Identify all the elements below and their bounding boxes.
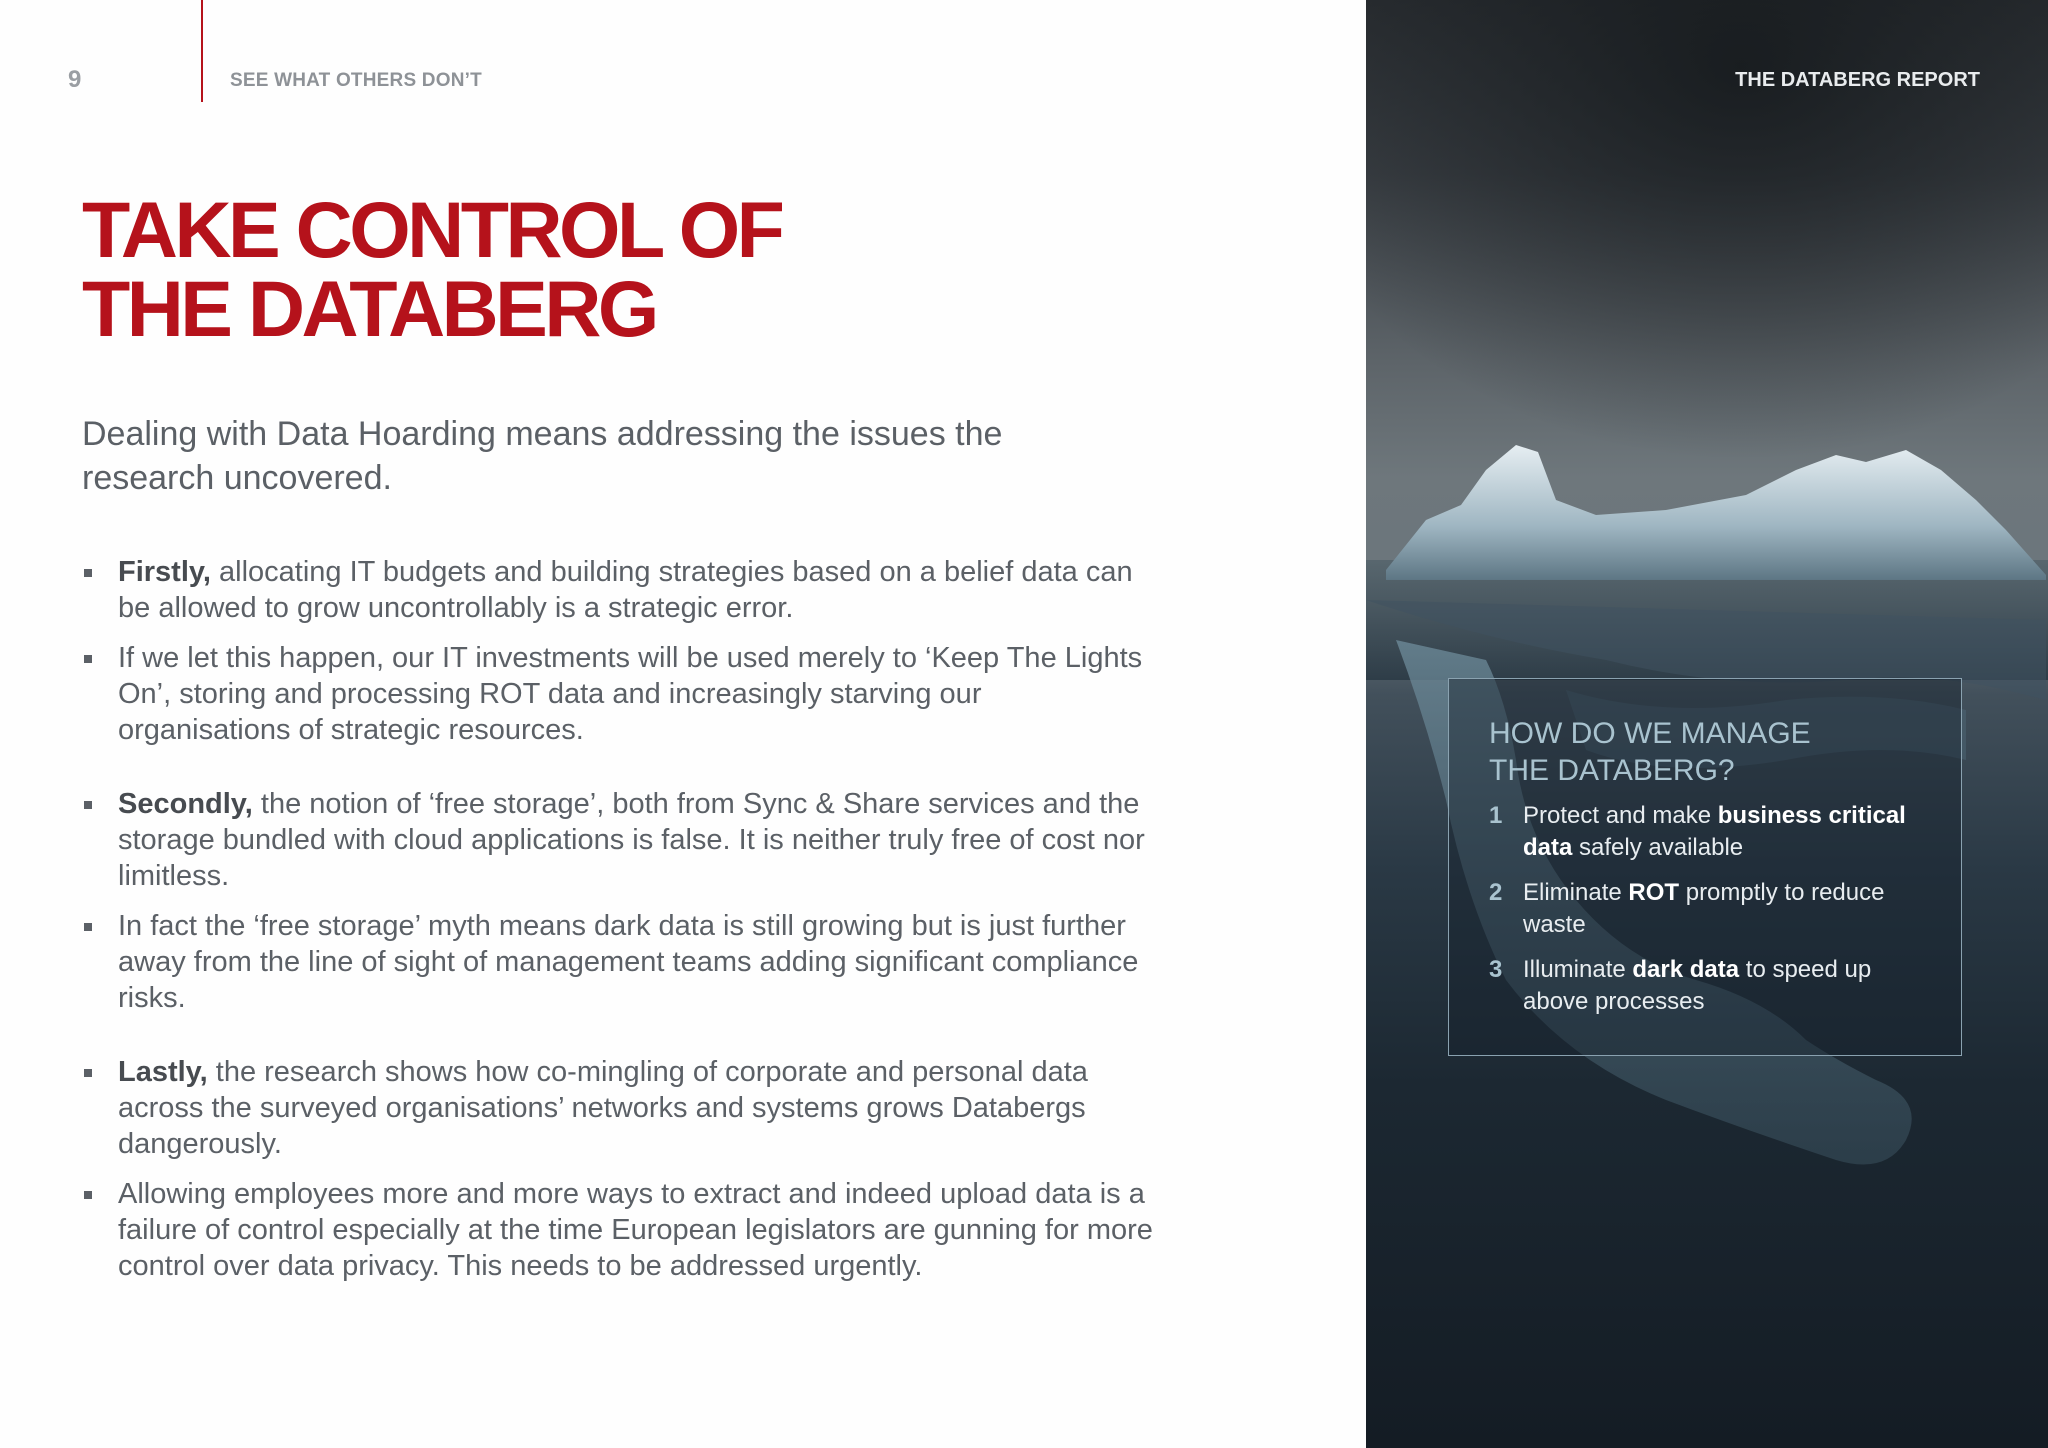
bullet-square-icon	[84, 569, 92, 577]
step-text-before: Eliminate	[1523, 879, 1629, 906]
bullet-list	[82, 554, 1162, 1284]
page-number: 9	[68, 66, 82, 93]
callout-title-line-2: THE DATABERG?	[1489, 754, 1735, 787]
step-number: 2	[1489, 879, 1503, 906]
step-text-after: to speed up above processes	[1523, 956, 1872, 1015]
callout-step	[1489, 954, 1929, 1018]
bullet-item	[82, 554, 1162, 626]
bullet-item	[82, 786, 1162, 894]
step-text-before: Illuminate	[1523, 956, 1633, 983]
bullet-lead: Lastly,	[118, 1056, 208, 1088]
page-title-line-2: THE DATABERG	[82, 264, 656, 353]
step-text-after: safely available	[1572, 834, 1744, 861]
report-label: THE DATABERG REPORT	[1735, 69, 1980, 91]
step-text-after: promptly to reduce waste	[1523, 879, 1885, 938]
bullet-text: the research shows how co-mingling of corporate and personal data across the surveyed organisations’ networks and systems grows Databergs dangerously.	[118, 1056, 1088, 1160]
step-number: 1	[1489, 802, 1503, 829]
callout-title	[1489, 715, 1929, 789]
bullet-text: allocating IT budgets and building strategies based on a belief data can be allowed to grow uncontrollably is a strategic error.	[118, 556, 1133, 624]
callout-box	[1448, 678, 1962, 1056]
bullet-square-icon	[84, 655, 92, 663]
header-divider	[201, 0, 203, 102]
step-text-bold: business critical data	[1523, 802, 1906, 861]
bullet-text: Allowing employees more and more ways to extract and indeed upload data is a failure of control especially at the time European legislators are gunning for more control over data privacy. This needs to be addressed urgently.	[118, 1178, 1153, 1282]
bullet-item	[82, 1054, 1162, 1162]
callout-steps	[1489, 800, 1929, 1031]
bullet-text: the notion of ‘free storage’, both from Sync & Share services and the storage bundled with cloud applications is false. It is neither truly free of cost nor limitless.	[118, 788, 1145, 892]
step-text-bold: dark data	[1632, 956, 1740, 983]
bullet-lead: Secondly,	[118, 788, 253, 820]
bullet-square-icon	[84, 1191, 92, 1199]
callout-step	[1489, 877, 1929, 941]
bullet-square-icon	[84, 923, 92, 931]
bullet-item	[82, 640, 1162, 748]
callout-title-line-1: HOW DO WE MANAGE	[1489, 717, 1811, 750]
bullet-item	[82, 1176, 1162, 1284]
bullet-text: In fact the ‘free storage’ myth means dark data is still growing but is just further away from the line of sight of management teams adding significant compliance risks.	[118, 910, 1139, 1014]
bullet-text: If we let this happen, our IT investments will be used merely to ‘Keep The Lights On’, storing and processing ROT data and increasingly starving our organisations of strategic resources.	[118, 642, 1143, 746]
section-label: SEE WHAT OTHERS DON’T	[230, 70, 482, 91]
bullet-square-icon	[84, 801, 92, 809]
bullet-lead: Firstly,	[118, 556, 211, 588]
callout-step	[1489, 800, 1929, 864]
step-text-bold: ROT	[1628, 879, 1680, 906]
bullet-item	[82, 908, 1162, 1016]
intro-paragraph: Dealing with Data Hoarding means addressing the issues the research uncovered.	[82, 415, 1003, 497]
bullet-square-icon	[84, 1069, 92, 1077]
step-number: 3	[1489, 956, 1503, 983]
page-title	[82, 185, 782, 353]
step-text-before: Protect and make	[1523, 802, 1718, 829]
page-title-line-1: TAKE CONTROL OF	[82, 185, 782, 274]
